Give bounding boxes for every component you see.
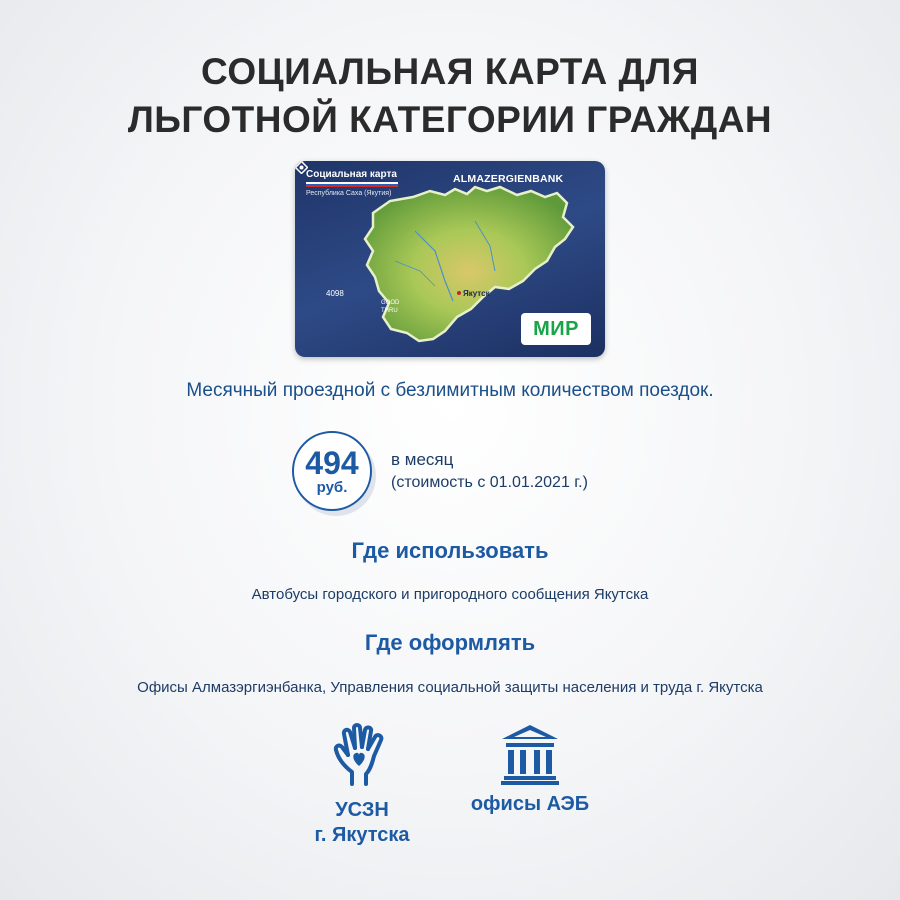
subtitle: Месячный проездной с безлимитным количеством поездок. [186,380,714,401]
office-label-aeb: офисы АЭБ [470,793,590,815]
card-good-thru: GOOD THRU [381,300,400,314]
where-issue-text: Офисы Алмазэргиэнбанка, Управления социальной защиты населения и труда г. Якутска [137,679,763,696]
card-region: Республика Саха (Якутия) [306,190,392,197]
where-use-heading: Где использовать [351,538,549,563]
page-title-line-1: СОЦИАЛЬНАЯ КАРТА ДЛЯ [201,51,699,92]
bank-logo-icon [295,161,308,174]
page-title [0,48,900,144]
russian-flag-stripes [306,182,398,187]
city-marker-icon [457,291,461,295]
hand-heart-icon [330,722,394,788]
social-card-image [295,161,605,357]
card-title: Социальная карта [306,169,397,180]
office-label-uszn-line-2: г. Якутска [314,824,410,846]
where-use-text: Автобусы городского и пригородного сообщения Якутска [251,586,649,603]
page-title-line-2: ЛЬГОТНОЙ КАТЕГОРИИ ГРАЖДАН [127,99,773,140]
office-label-uszn-line-1: УСЗН [335,799,389,821]
office-label-uszn [302,798,422,848]
mir-logo: МИР [521,313,591,345]
card-bank-name: ALMAZERGIENBANK [453,173,564,185]
price-unit: руб. [316,479,348,496]
where-issue-heading: Где оформлять [364,630,536,655]
price-note: (стоимость с 01.01.2021 г.) [391,474,588,491]
price-badge [292,431,372,511]
card-city: Якутск [463,289,490,298]
card-number: 4098 [326,289,344,298]
bank-building-icon [498,723,562,785]
price-value: 494 [305,445,359,481]
price-period: в месяц [391,450,454,469]
